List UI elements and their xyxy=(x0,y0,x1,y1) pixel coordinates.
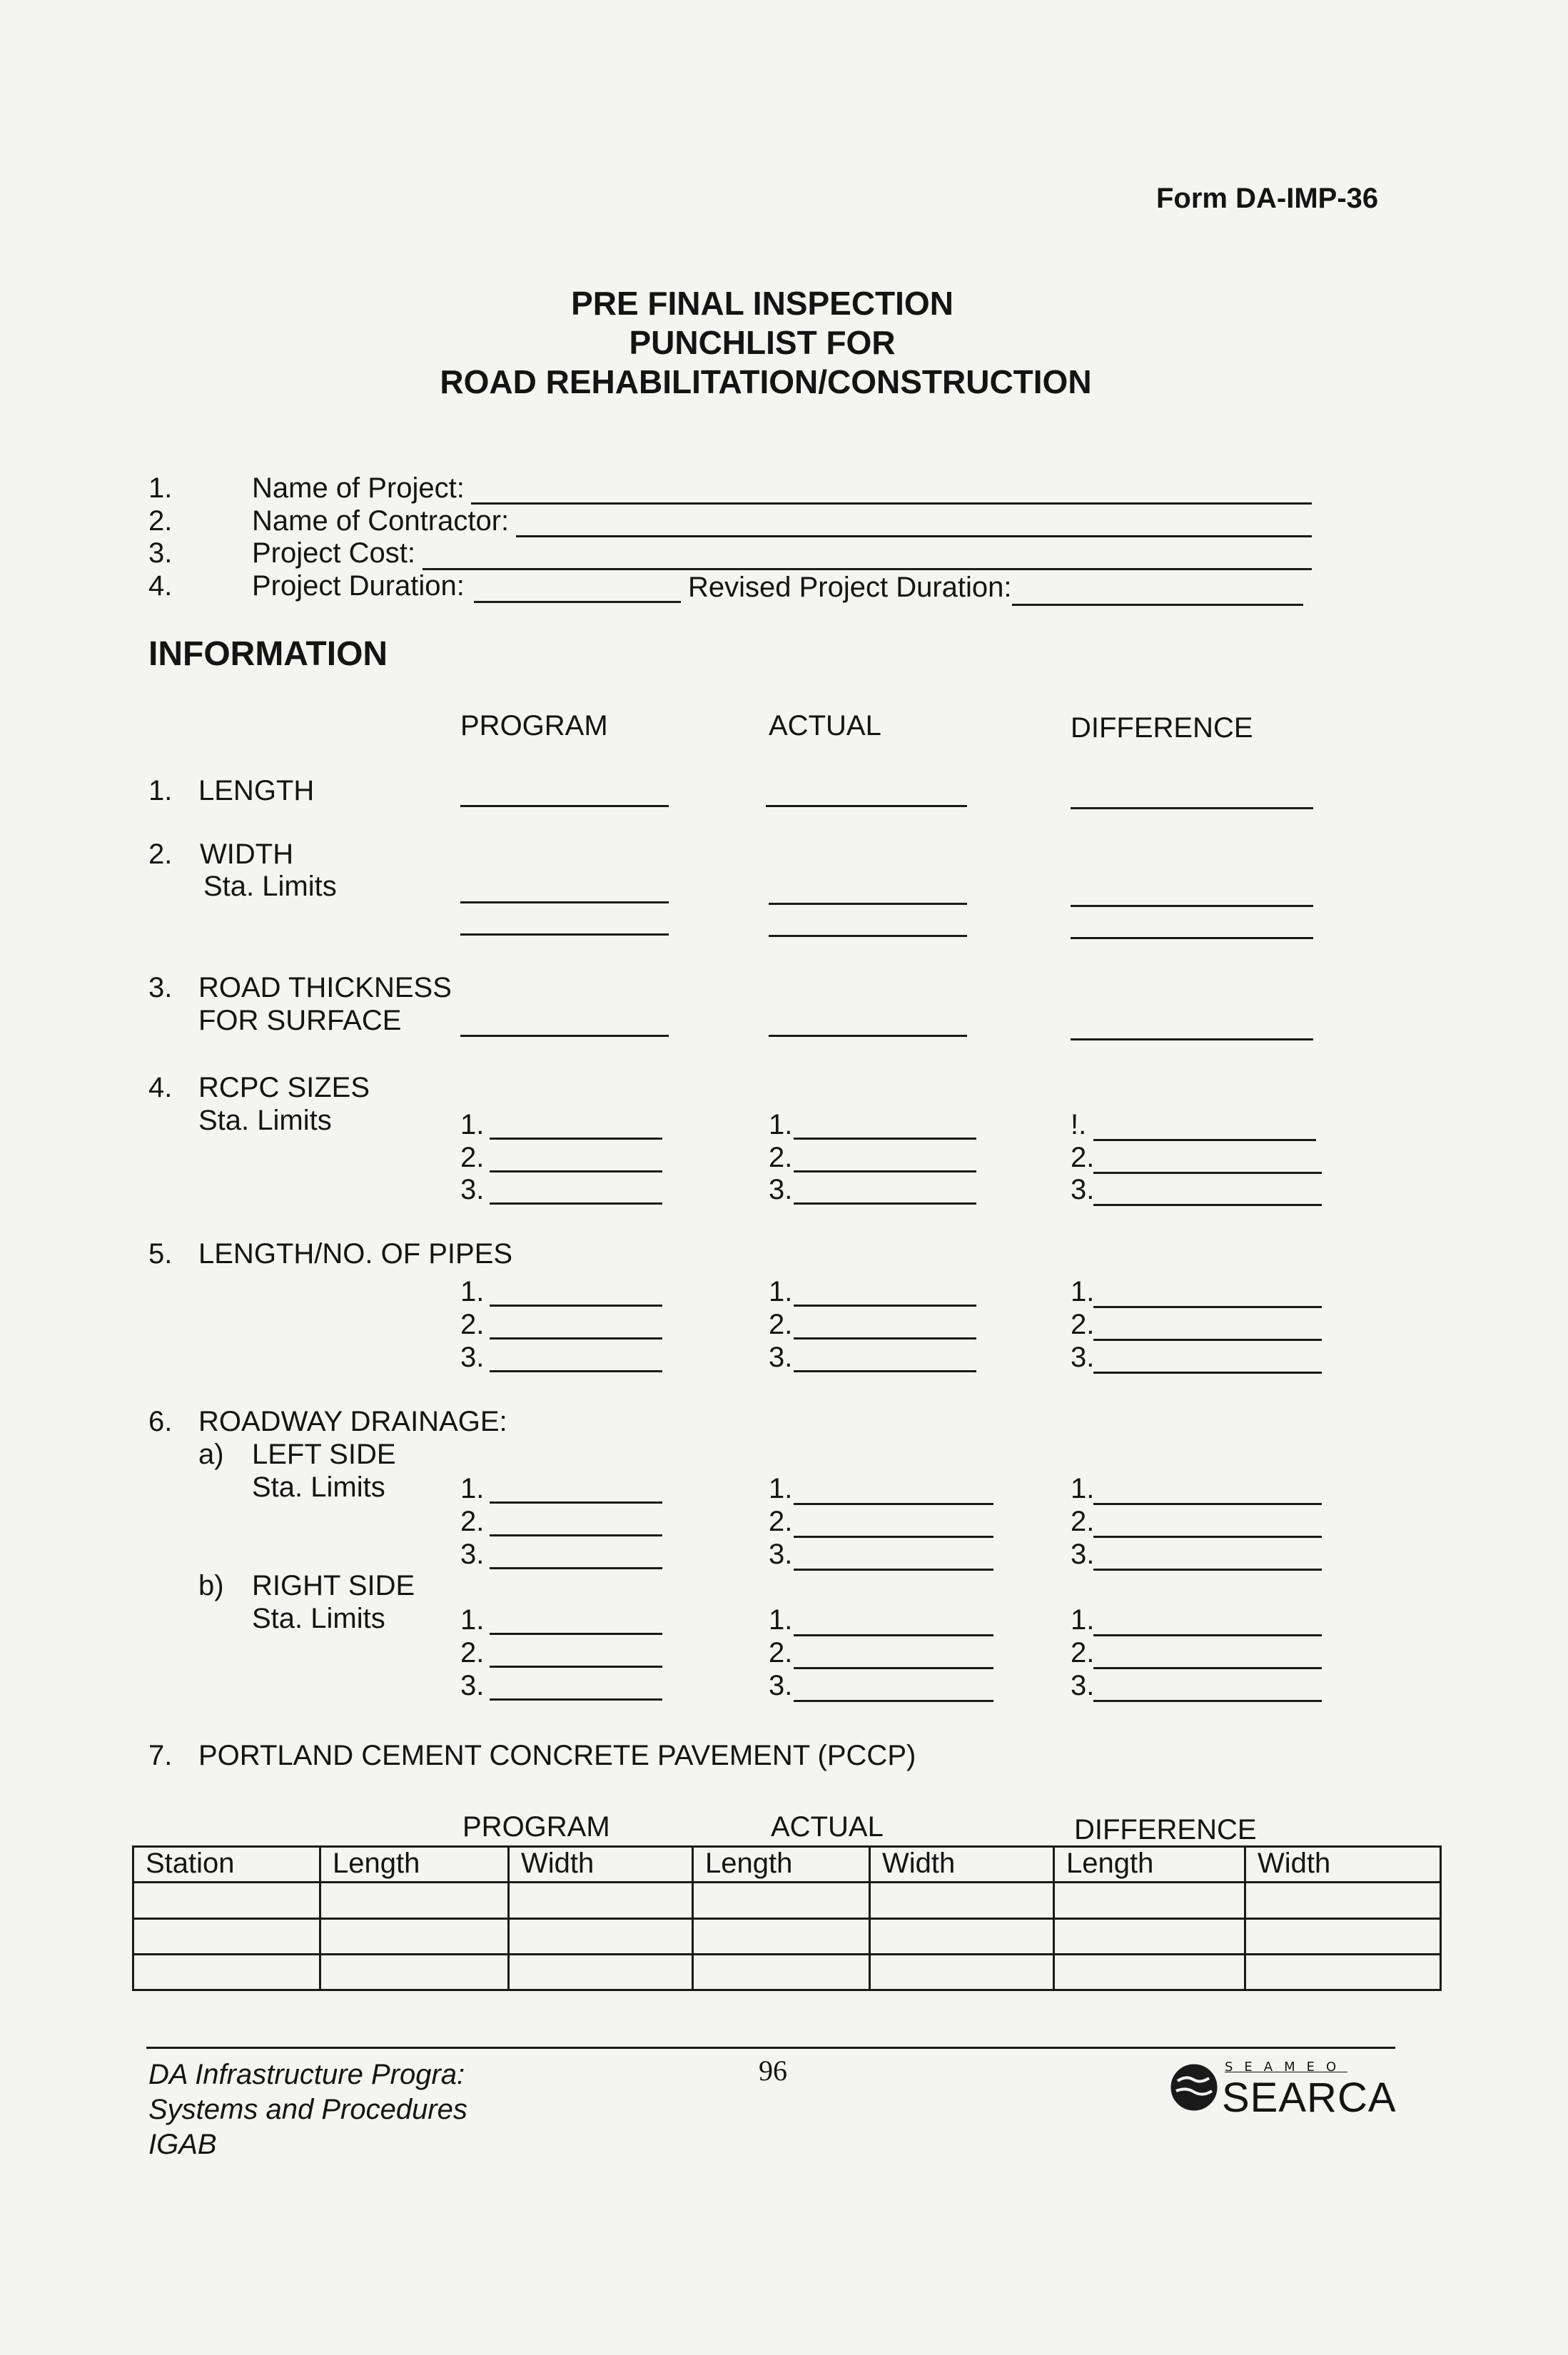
table-header-row xyxy=(133,1847,1441,1883)
marker: 3. xyxy=(460,1342,485,1373)
revised-duration-field[interactable] xyxy=(1012,604,1303,606)
item-num-3: 3. xyxy=(148,972,173,1003)
drain-right-actual-field-1[interactable] xyxy=(794,1634,993,1636)
roadway-drainage-label: ROADWAY DRAINAGE: xyxy=(198,1406,507,1437)
rcpc-program-field-1[interactable] xyxy=(490,1138,662,1140)
project-name-field[interactable] xyxy=(471,502,1312,505)
seameo-text: SEAMEO xyxy=(1225,2060,1348,2075)
marker: 2. xyxy=(1071,1637,1095,1668)
marker: 1. xyxy=(460,1473,485,1504)
pipes-program-field-2[interactable] xyxy=(490,1337,662,1339)
drain-right-program-field-1[interactable] xyxy=(490,1633,662,1635)
table-row xyxy=(133,1883,1441,1918)
rcpc-actual-field-2[interactable] xyxy=(794,1170,976,1173)
table-cell[interactable] xyxy=(1054,1883,1245,1918)
title-line-2: PUNCHLIST FOR xyxy=(629,324,896,361)
marker: 3. xyxy=(1071,1670,1095,1701)
searca-text: SEARCA xyxy=(1222,2075,1397,2121)
table-cell[interactable] xyxy=(133,1918,320,1954)
table-cell[interactable] xyxy=(320,1918,509,1954)
table-cell[interactable] xyxy=(133,1883,320,1918)
pipes-difference-field-2[interactable] xyxy=(1093,1339,1322,1341)
marker: 2. xyxy=(1071,1309,1095,1340)
rcpc-actual-field-1[interactable] xyxy=(794,1138,976,1140)
table-cell[interactable] xyxy=(1245,1883,1441,1918)
table-cell[interactable] xyxy=(320,1954,509,1990)
table-row xyxy=(133,1954,1441,1990)
table-cell[interactable] xyxy=(1054,1918,1245,1954)
marker: 2. xyxy=(1071,1142,1095,1173)
length-actual-field[interactable] xyxy=(766,805,967,807)
marker: !. xyxy=(1071,1109,1087,1140)
marker: 2. xyxy=(769,1506,793,1537)
length-difference-field[interactable] xyxy=(1071,807,1313,809)
table-cell[interactable] xyxy=(870,1883,1054,1918)
marker: 2. xyxy=(769,1142,793,1173)
marker: 3. xyxy=(460,1539,485,1570)
marker: 2. xyxy=(460,1142,485,1173)
marker: 1. xyxy=(1071,1276,1095,1307)
marker: 1. xyxy=(1071,1473,1095,1504)
drain-left-difference-field-1[interactable] xyxy=(1093,1503,1322,1505)
drain-right-difference-field-2[interactable] xyxy=(1093,1667,1322,1669)
field-num-3: 3. xyxy=(148,537,173,569)
thickness-difference-field[interactable] xyxy=(1071,1038,1313,1040)
drain-left-program-field-2[interactable] xyxy=(490,1534,662,1536)
field-num-1: 1. xyxy=(148,472,173,504)
marker: 2. xyxy=(460,1309,485,1340)
pipes-actual-field-3[interactable] xyxy=(794,1370,976,1372)
left-side-marker: a) xyxy=(198,1439,224,1470)
left-side-label: LEFT SIDE xyxy=(252,1439,396,1470)
table-cell[interactable] xyxy=(1245,1918,1441,1954)
drain-left-actual-field-2[interactable] xyxy=(794,1536,993,1538)
header-program-length: Length xyxy=(320,1847,509,1883)
project-duration-field[interactable] xyxy=(474,601,681,603)
marker: 3. xyxy=(1071,1539,1095,1570)
marker: 3. xyxy=(769,1174,793,1205)
table-cell[interactable] xyxy=(509,1918,693,1954)
drain-right-difference-field-1[interactable] xyxy=(1093,1634,1322,1636)
header-actual-width: Width xyxy=(870,1847,1054,1883)
drain-right-actual-field-3[interactable] xyxy=(794,1700,993,1702)
table-cell[interactable] xyxy=(509,1954,693,1990)
table-cell[interactable] xyxy=(320,1883,509,1918)
pipes-actual-field-1[interactable] xyxy=(794,1305,976,1307)
rcpc-program-field-2[interactable] xyxy=(490,1170,662,1173)
table-cell[interactable] xyxy=(693,1918,870,1954)
globe-icon xyxy=(1169,2062,1219,2112)
table-cell[interactable] xyxy=(1245,1954,1441,1990)
table-cell[interactable] xyxy=(693,1883,870,1918)
header-difference-width: Width xyxy=(1245,1847,1441,1883)
drain-left-difference-field-3[interactable] xyxy=(1093,1569,1322,1571)
marker: 1. xyxy=(460,1276,485,1307)
project-duration-label: Project Duration: xyxy=(252,570,465,602)
col-actual: ACTUAL xyxy=(769,710,881,741)
marker: 2. xyxy=(460,1637,485,1668)
information-heading: INFORMATION xyxy=(148,635,388,673)
drain-right-actual-field-2[interactable] xyxy=(794,1667,993,1669)
marker: 2. xyxy=(769,1637,793,1668)
header-difference-length: Length xyxy=(1054,1847,1245,1883)
rcpc-program-field-3[interactable] xyxy=(490,1202,662,1205)
table-cell[interactable] xyxy=(693,1954,870,1990)
width-difference-field-1[interactable] xyxy=(1071,905,1313,907)
rcpc-difference-field-3[interactable] xyxy=(1093,1204,1322,1206)
drain-right-program-field-3[interactable] xyxy=(490,1698,662,1701)
width-program-field-2[interactable] xyxy=(460,933,669,936)
drain-left-program-field-1[interactable] xyxy=(490,1501,662,1504)
table-row xyxy=(133,1918,1441,1954)
drain-left-difference-field-2[interactable] xyxy=(1093,1536,1322,1538)
form-code: Form DA-IMP-36 xyxy=(1156,183,1379,214)
width-sta-limits-label: Sta. Limits xyxy=(203,871,337,902)
field-num-4: 4. xyxy=(148,570,173,602)
marker: 1. xyxy=(769,1473,793,1504)
marker: 3. xyxy=(769,1342,793,1373)
table-cell[interactable] xyxy=(133,1954,320,1990)
item-num-6: 6. xyxy=(148,1406,173,1437)
title-line-1: PRE FINAL INSPECTION xyxy=(571,285,954,322)
revised-duration-label: Revised Project Duration: xyxy=(688,572,1012,603)
table-cell[interactable] xyxy=(1054,1954,1245,1990)
contractor-name-field[interactable] xyxy=(516,535,1312,537)
rcpc-actual-field-3[interactable] xyxy=(794,1202,976,1205)
width-label: WIDTH xyxy=(200,839,294,870)
footer-rule xyxy=(146,2047,1395,2049)
item-num-7: 7. xyxy=(148,1740,173,1771)
drain-right-difference-field-3[interactable] xyxy=(1093,1700,1322,1702)
width-program-field-1[interactable] xyxy=(460,901,669,903)
table-cell[interactable] xyxy=(870,1954,1054,1990)
pccp-col-actual: ACTUAL xyxy=(771,1811,884,1843)
marker: 3. xyxy=(769,1670,793,1701)
marker: 1. xyxy=(769,1604,793,1636)
rcpc-sizes-label: RCPC SIZES xyxy=(198,1072,370,1103)
marker: 2. xyxy=(460,1506,485,1537)
item-num-2: 2. xyxy=(148,839,173,870)
item-num-4: 4. xyxy=(148,1072,173,1103)
header-actual-length: Length xyxy=(693,1847,870,1883)
item-num-1: 1. xyxy=(148,775,173,806)
marker: 1. xyxy=(1071,1604,1095,1636)
col-difference: DIFFERENCE xyxy=(1071,712,1253,744)
road-thickness-label: ROAD THICKNESS xyxy=(198,972,452,1003)
header-station: Station xyxy=(133,1847,320,1883)
length-program-field[interactable] xyxy=(460,805,669,807)
pipes-actual-field-2[interactable] xyxy=(794,1337,976,1339)
length-label: LENGTH xyxy=(198,775,315,806)
drain-left-program-field-3[interactable] xyxy=(490,1567,662,1569)
pipes-program-field-3[interactable] xyxy=(490,1370,662,1372)
marker: 1. xyxy=(769,1109,793,1140)
item-num-5: 5. xyxy=(148,1238,173,1270)
table-cell[interactable] xyxy=(870,1918,1054,1954)
marker: 1. xyxy=(769,1276,793,1307)
rcpc-sta-limits-label: Sta. Limits xyxy=(198,1105,332,1136)
thickness-actual-field[interactable] xyxy=(769,1035,967,1037)
rcpc-difference-field-2[interactable] xyxy=(1093,1172,1322,1174)
table-cell[interactable] xyxy=(509,1883,693,1918)
right-side-marker: b) xyxy=(198,1570,224,1601)
project-cost-field[interactable] xyxy=(423,568,1312,570)
project-cost-label: Project Cost: xyxy=(252,537,415,569)
title-line-3: ROAD REHABILITATION/CONSTRUCTION xyxy=(440,363,1092,400)
marker: 3. xyxy=(460,1174,485,1205)
marker: 3. xyxy=(1071,1342,1095,1373)
width-difference-field-2[interactable] xyxy=(1071,937,1313,939)
rcpc-difference-field-1[interactable] xyxy=(1093,1139,1316,1141)
pccp-table xyxy=(132,1845,1442,1991)
drain-left-actual-field-1[interactable] xyxy=(794,1503,993,1505)
pipes-difference-field-3[interactable] xyxy=(1093,1372,1322,1374)
header-program-width: Width xyxy=(509,1847,693,1883)
drain-right-program-field-2[interactable] xyxy=(490,1666,662,1668)
project-name-label: Name of Project: xyxy=(252,472,465,504)
page-number: 96 xyxy=(759,2055,787,2087)
width-actual-field-1[interactable] xyxy=(769,903,967,905)
footer-line-2: Systems and Procedures xyxy=(148,2094,467,2125)
contractor-name-label: Name of Contractor: xyxy=(252,505,510,537)
marker: 3. xyxy=(1071,1174,1095,1205)
footer-line-1: DA Infrastructure Progra: xyxy=(148,2059,465,2090)
right-sta-limits-label: Sta. Limits xyxy=(252,1603,385,1634)
for-surface-label: FOR SURFACE xyxy=(198,1005,402,1036)
right-side-label: RIGHT SIDE xyxy=(252,1570,415,1601)
footer-line-3: IGAB xyxy=(148,2129,217,2160)
pccp-label: PORTLAND CEMENT CONCRETE PAVEMENT (PCCP) xyxy=(198,1740,916,1771)
marker: 1. xyxy=(460,1604,485,1636)
marker: 2. xyxy=(1071,1506,1095,1537)
marker: 2. xyxy=(769,1309,793,1340)
pipes-program-field-1[interactable] xyxy=(490,1305,662,1307)
drain-left-actual-field-3[interactable] xyxy=(794,1569,993,1571)
field-num-2: 2. xyxy=(148,505,173,537)
thickness-program-field[interactable] xyxy=(460,1035,669,1037)
pccp-col-difference: DIFFERENCE xyxy=(1074,1814,1257,1845)
width-actual-field-2[interactable] xyxy=(769,935,967,937)
pipes-difference-field-1[interactable] xyxy=(1093,1306,1322,1308)
left-sta-limits-label: Sta. Limits xyxy=(252,1472,385,1503)
pipes-label: LENGTH/NO. OF PIPES xyxy=(198,1238,513,1270)
marker: 3. xyxy=(769,1539,793,1570)
marker: 3. xyxy=(460,1670,485,1701)
marker: 1. xyxy=(460,1109,485,1140)
col-program: PROGRAM xyxy=(460,710,608,741)
pccp-col-program: PROGRAM xyxy=(462,1811,610,1843)
